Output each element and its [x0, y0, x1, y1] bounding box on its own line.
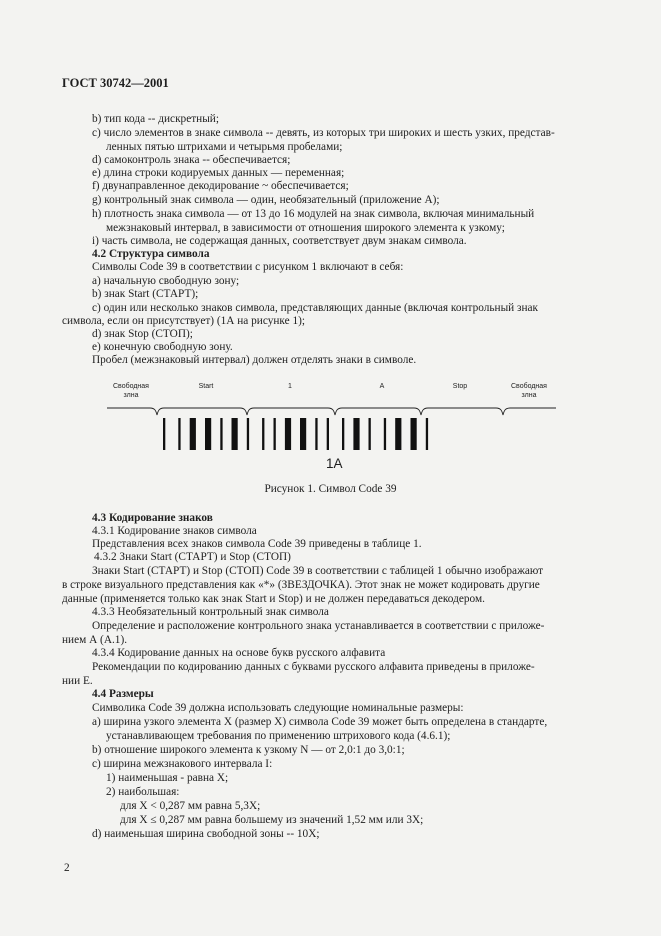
- label-quiet-zone-right: Свободная злна: [511, 383, 547, 399]
- text-line: d) знак Stop (СТОП);: [92, 328, 193, 340]
- text-line: для X < 0,287 мм равна 5,3X;: [120, 800, 261, 812]
- page-number: 2: [64, 862, 70, 874]
- barcode-bar: [285, 418, 291, 450]
- barcode-bar: [190, 418, 196, 450]
- label-char-1: 1: [288, 383, 292, 390]
- barcode-bar: [205, 418, 211, 450]
- section-heading: 4.4 Размеры: [92, 688, 154, 700]
- barcode-bar: [411, 418, 417, 450]
- section-heading: 4.2 Структура символа: [92, 248, 210, 260]
- label-start: Start: [198, 383, 214, 390]
- text-line: Определение и расположение контрольного знака устанавливается в соответствии с приложе-: [92, 620, 545, 632]
- text-line: a) ширина узкого элемента X (размер X) символа Code 39 может быть определена в стандарте,: [92, 716, 548, 728]
- text-line: 4.3.4 Кодирование данных на основе букв русского алфавита: [92, 647, 386, 659]
- barcode-bar: [274, 418, 276, 450]
- text-line: i) часть символа, не содержащая данных, соответствует двум знакам символа.: [92, 235, 467, 247]
- barcode-bar: [262, 418, 264, 450]
- text-line: 1) наименьшая - равна X;: [106, 772, 229, 784]
- text-line: a) начальную свободную зону;: [92, 275, 240, 287]
- text-line: ленных пятью штрихами и четырьмя пробелами;: [106, 141, 343, 153]
- text-line: c) число элементов в знаке символа -- девять, из которых три широких и шесть узких, представ-: [92, 127, 555, 139]
- text-line: b) отношение широкого элемента к узкому N — от 2,0:1 до 3,0:1;: [92, 744, 405, 756]
- text-line: f) двунаправленное декодирование ~ обеспечивается;: [92, 180, 349, 192]
- text-line: e) конечную свободную зону.: [92, 341, 233, 353]
- barcode-bars: [163, 418, 428, 450]
- text-line: Символы Code 39 в соответствии с рисунком 1 включают в себя:: [92, 261, 404, 273]
- barcode-bar: [300, 418, 306, 450]
- section-heading: 4.3 Кодирование знаков: [92, 512, 213, 524]
- text-line: 4.3.1 Кодирование знаков символа: [92, 525, 257, 537]
- text-line: b) знак Start (СТАРТ);: [92, 288, 199, 300]
- text-line: 2) наибольшая:: [106, 786, 180, 798]
- label-quiet-zone-left: Свободная злна: [113, 383, 149, 399]
- barcode-bar: [232, 418, 238, 450]
- barcode-bar: [163, 418, 165, 450]
- text-line: 4.3.2 Знаки Start (СТАРТ) и Stop (СТОП): [94, 551, 291, 563]
- barcode-bar: [315, 418, 317, 450]
- barcode-bar: [384, 418, 386, 450]
- barcode-bar: [178, 418, 180, 450]
- text-line: Пробел (межзнаковый интервал) должен отделять знаки в символе.: [92, 354, 417, 366]
- text-line: Знаки Start (СТАРТ) и Stop (СТОП) Code 39 в соответствии с таблицей 1 обычно изображают: [92, 565, 544, 577]
- text-line: Символика Code 39 должна использовать следующие номинальные размеры:: [92, 702, 464, 714]
- barcode-bar: [353, 418, 359, 450]
- barcode-bar: [220, 418, 222, 450]
- text-line: c) ширина межзнакового интервала I:: [92, 758, 273, 770]
- segment-bracket: [107, 408, 556, 415]
- text-line: g) контрольный знак символа — один, необязательный (приложение А);: [92, 194, 440, 206]
- text-line: c) один или несколько знаков символа, представляющих данные (включая контрольный знак: [92, 302, 539, 314]
- barcode-bar: [327, 418, 329, 450]
- label-stop: Stop: [452, 383, 468, 390]
- figure-caption: Рисунок 1. Символ Code 39: [264, 483, 397, 495]
- text-line: d) наименьшая ширина свободной зоны -- 10X;: [92, 828, 320, 840]
- text-line: Представления всех знаков символа Code 39 приведены в таблице 1.: [92, 538, 422, 550]
- barcode-bar: [369, 418, 371, 450]
- text-line: нием А (А.1).: [62, 634, 128, 646]
- barcode-bar: [426, 418, 428, 450]
- text-line: b) тип кода -- дискретный;: [92, 113, 219, 125]
- barcode-bar: [247, 418, 249, 450]
- label-char-a: А: [379, 383, 385, 390]
- text-line: h) плотность знака символа — от 13 до 16 модулей на знак символа, включая минимальный: [92, 208, 535, 220]
- data-characters-label: 1А: [326, 456, 343, 471]
- text-line: устанавливающем требования по применению штрихового кода (4.6.1);: [106, 730, 451, 742]
- text-line: межзнаковый интервал, в зависимости от отношения широкого элемента к узкому;: [106, 222, 505, 234]
- text-line: данные (применяется только как знак Start и Stop) и не должен передаваться декодером.: [62, 593, 485, 605]
- text-line: 4.3.3 Необязательный контрольный знак символа: [92, 606, 329, 618]
- text-line: нии Е.: [62, 675, 93, 687]
- barcode-bar: [395, 418, 401, 450]
- text-line: d) самоконтроль знака -- обеспечивается;: [92, 154, 291, 166]
- text-line: Рекомендации по кодированию данных с буквами русского алфавита приведены в приложе-: [92, 661, 535, 673]
- barcode-bar: [342, 418, 344, 450]
- text-line: символа, если он присутствует) (1А на рисунке 1);: [62, 315, 305, 327]
- document-header: ГОСТ 30742—2001: [62, 76, 169, 90]
- text-line: для X ≤ 0,287 мм равна большему из значений 1,52 мм или 3X;: [120, 814, 424, 826]
- text-line: в строке визуального представления как «*» (ЗВЕЗДОЧКА). Этот знак не может кодировать другие: [62, 579, 540, 591]
- text-line: e) длина строки кодируемых данных — переменная;: [92, 167, 345, 179]
